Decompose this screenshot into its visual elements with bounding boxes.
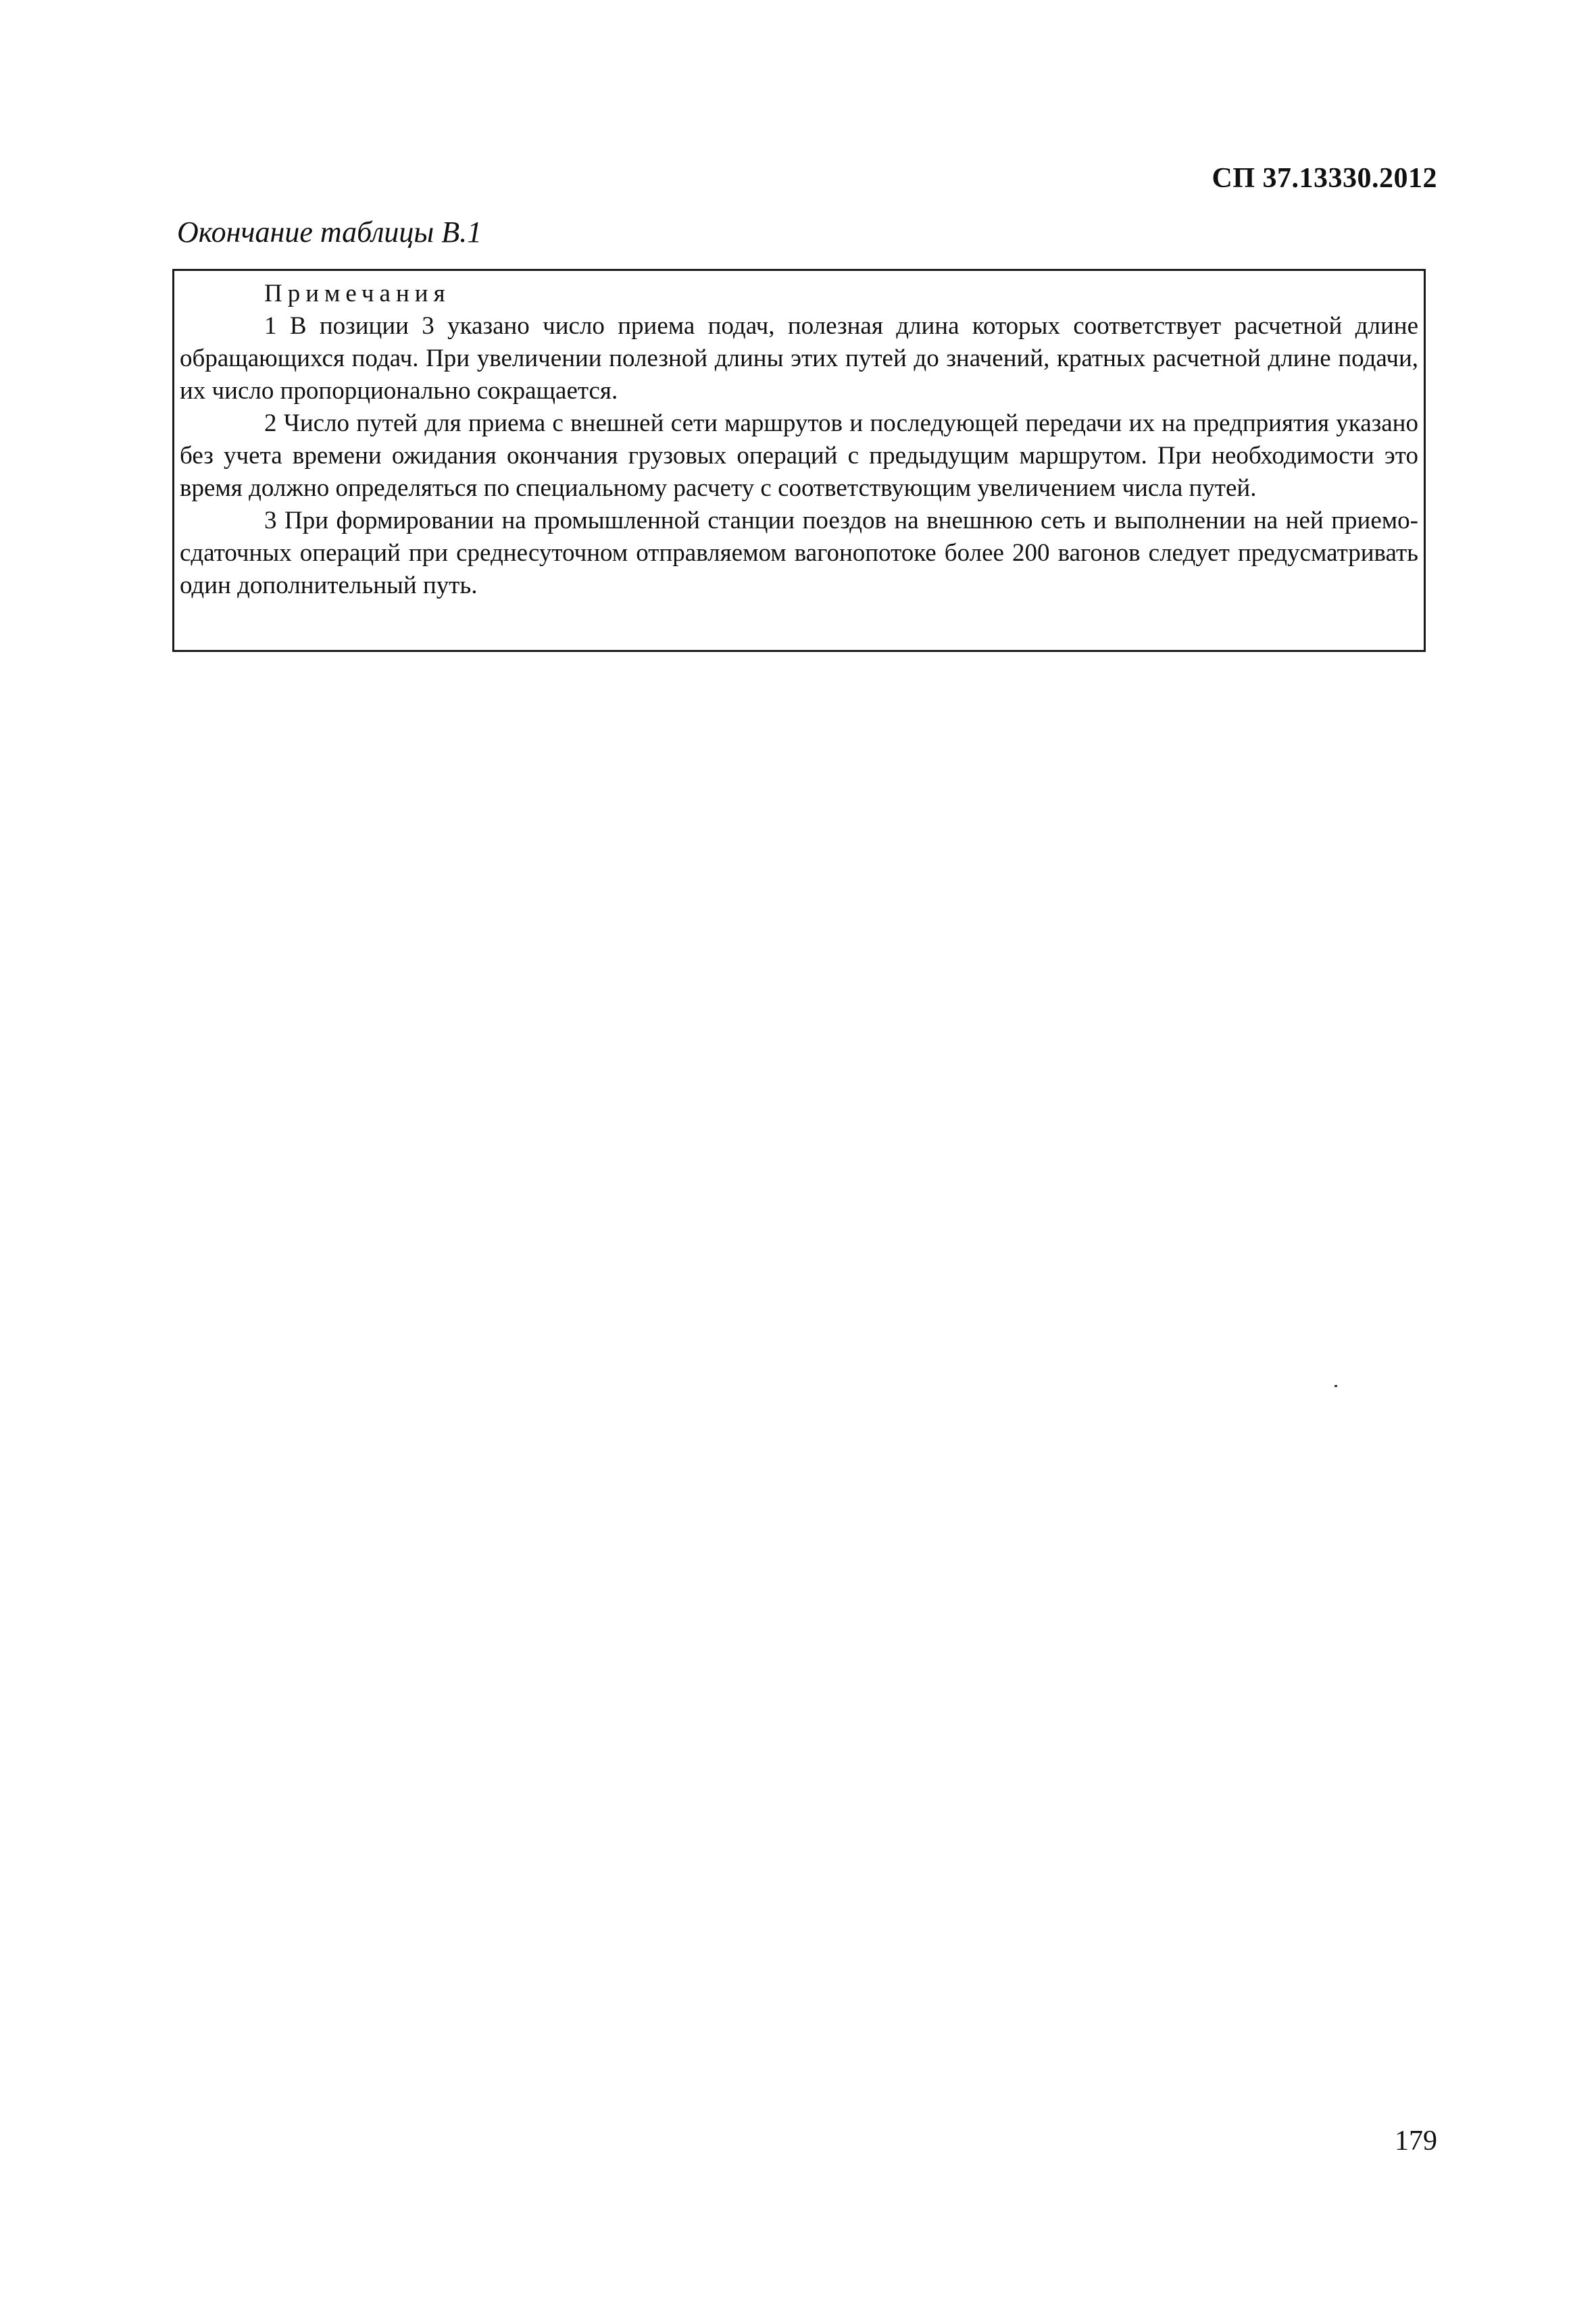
document-code: СП 37.13330.2012 — [1212, 163, 1437, 194]
note-item-2: 2 Число путей для приема с внешней сети маршрутов и последующей передачи их на предприятия указано без учета времени ожидания окончания грузовых операций с предыдущим маршрутом. При необходимости это время должно определяться по специальному расчету с соответствующим увеличением числа путей. — [180, 409, 1418, 502]
page-number: 179 — [1395, 2126, 1437, 2157]
table-continuation-caption: Окончание таблицы В.1 — [177, 216, 482, 249]
notes-heading: Примечания — [264, 280, 451, 307]
note-item-1: 1 В позиции 3 указано число приема подач, полезная длина которых соответствует расчетной длине обращающихся подач. При увеличении полезной длины этих путей до значений, кратных расчетной длине подачи, их число пропорционально сокращается. — [180, 312, 1418, 405]
scan-speck — [1335, 1385, 1337, 1387]
note-item-3: 3 При формировании на промышленной станции поездов на внешнюю сеть и выполнении на ней приемо-сдаточных операций при среднесуточном отправляемом вагонопотоке более 200 вагонов следует предусматривать один дополнительный путь. — [180, 507, 1418, 599]
notes-table-cell — [172, 269, 1426, 652]
